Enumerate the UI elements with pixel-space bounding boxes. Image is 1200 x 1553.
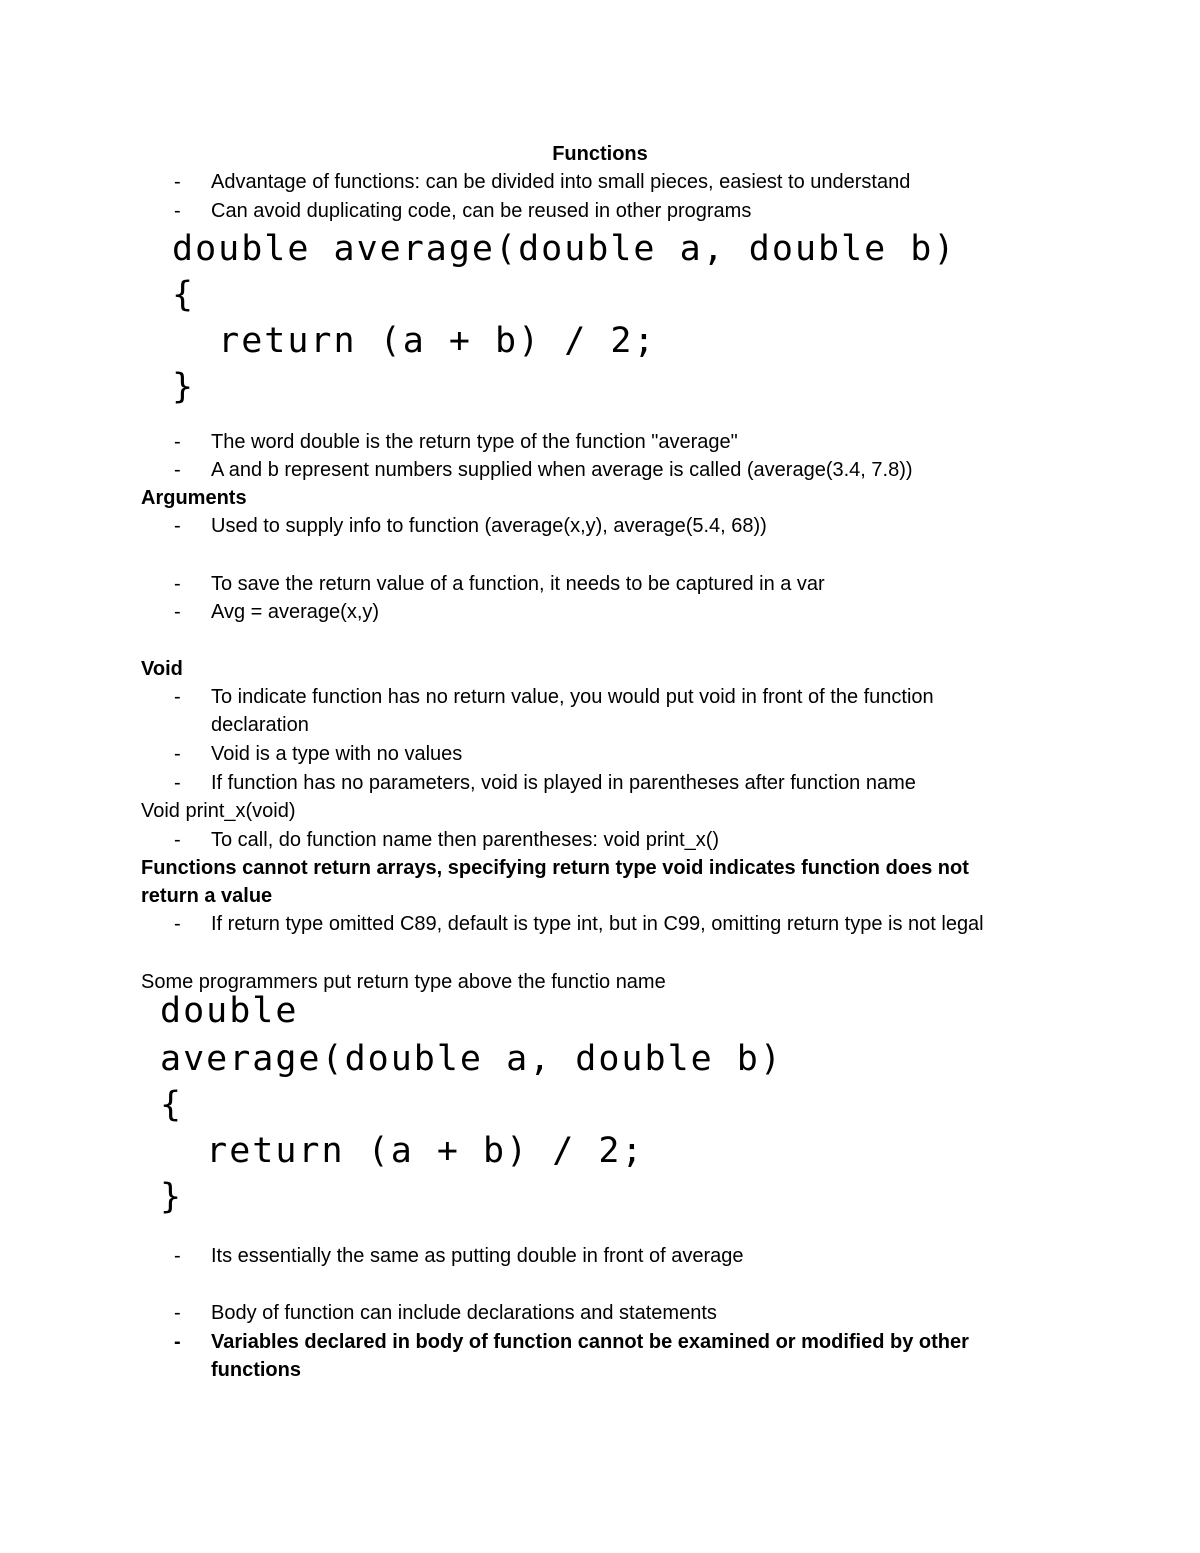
bullet-dash: - xyxy=(174,200,181,222)
bullet-dash: - xyxy=(174,573,181,595)
bullet-dash: - xyxy=(174,1331,181,1353)
note-line: Functions cannot return arrays, specifying return type void indicates function does not xyxy=(141,857,969,879)
list-item-text: Void is a type with no values xyxy=(211,743,463,765)
list-item-text: Body of function can include declarations and statements xyxy=(211,1302,717,1324)
code-line: } xyxy=(172,367,196,407)
bullet-dash: - xyxy=(174,1302,181,1324)
list-item-text: Variables declared in body of function cannot be examined or modified by other xyxy=(211,1331,969,1353)
list-item-text: A and b represent numbers supplied when average is called (average(3.4, 7.8)) xyxy=(211,459,913,481)
bullet-dash: - xyxy=(174,1245,181,1267)
bullet-dash: - xyxy=(174,515,181,537)
list-item-text: The word double is the return type of the function "average" xyxy=(211,431,738,453)
list-item-text: Avg = average(x,y) xyxy=(211,601,380,623)
code-line: } xyxy=(160,1177,184,1217)
section-heading-arguments: Arguments xyxy=(141,487,247,509)
list-item-text: To call, do function name then parentheses: void print_x() xyxy=(211,829,720,851)
list-item-text: Can avoid duplicating code, can be reused in other programs xyxy=(211,200,752,222)
list-item-text: If return type omitted C89, default is type int, but in C99, omitting return type is not legal xyxy=(211,913,984,935)
bullet-dash: - xyxy=(174,743,181,765)
code-line: { xyxy=(172,275,196,315)
list-item-text: Its essentially the same as putting double in front of average xyxy=(211,1245,744,1267)
bullet-dash: - xyxy=(174,772,181,794)
list-item-text: declaration xyxy=(211,714,309,736)
code-line: average(double a, double b) xyxy=(160,1039,783,1079)
list-item-text: To save the return value of a function, it needs to be captured in a var xyxy=(211,573,825,595)
page-title: Functions xyxy=(552,143,648,165)
code-line: double xyxy=(160,991,299,1031)
note-line: return a value xyxy=(141,885,273,907)
bullet-dash: - xyxy=(174,686,181,708)
list-item-text: Used to supply info to function (average(x,y), average(5.4, 68)) xyxy=(211,515,767,537)
bullet-dash: - xyxy=(174,459,181,481)
bullet-dash: - xyxy=(174,171,181,193)
bullet-dash: - xyxy=(174,829,181,851)
bullet-dash: - xyxy=(174,431,181,453)
code-line: return (a + b) / 2; xyxy=(172,321,657,361)
section-heading-void: Void xyxy=(141,658,183,680)
list-item-text: To indicate function has no return value, you would put void in front of the function xyxy=(211,686,934,708)
code-line: { xyxy=(160,1085,184,1125)
list-item-text: If function has no parameters, void is played in parentheses after function name xyxy=(211,772,916,794)
example-line: Void print_x(void) xyxy=(141,800,296,822)
list-item-text: Advantage of functions: can be divided into small pieces, easiest to understand xyxy=(211,171,911,193)
code-line: return (a + b) / 2; xyxy=(160,1131,645,1171)
paragraph: Some programmers put return type above the functio name xyxy=(141,971,666,993)
code-line: double average(double a, double b) xyxy=(172,229,957,269)
bullet-dash: - xyxy=(174,913,181,935)
bullet-dash: - xyxy=(174,601,181,623)
list-item-text: functions xyxy=(211,1359,301,1381)
